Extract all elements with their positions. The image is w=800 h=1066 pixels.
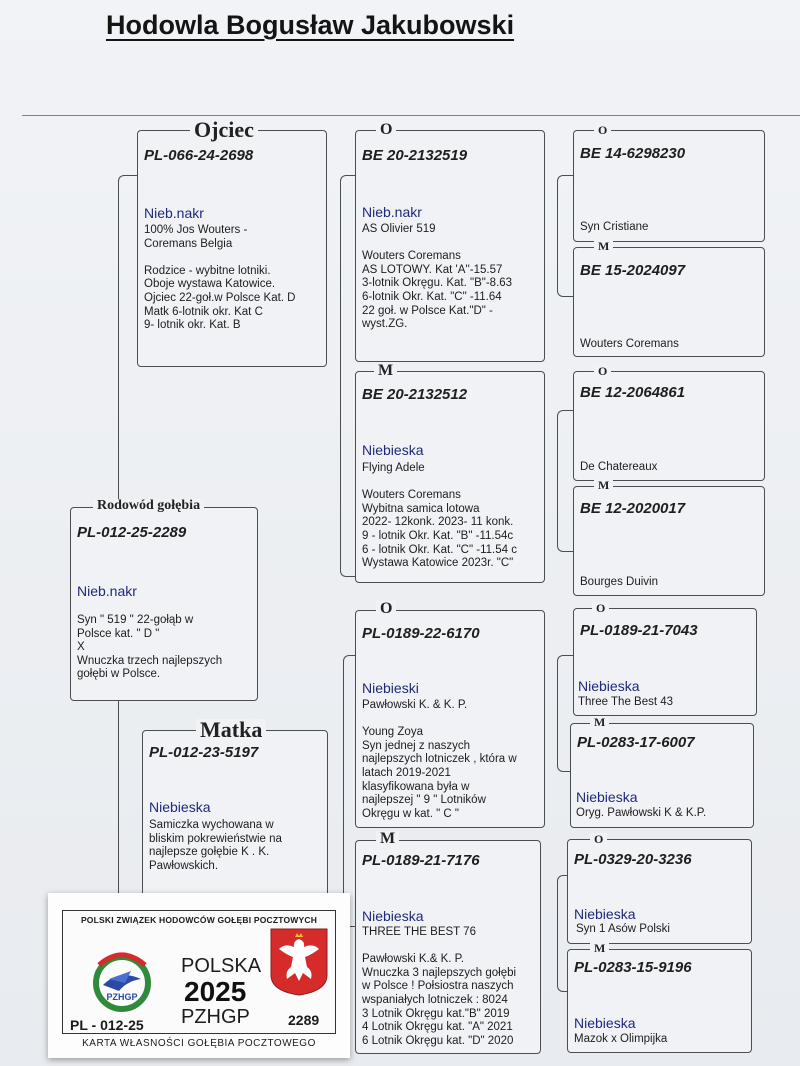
fmm-box <box>573 486 765 596</box>
mff-label: O <box>592 602 609 614</box>
ff-ring: BE 20-2132519 <box>362 147 468 164</box>
card-ring-number: 2289 <box>288 1012 320 1028</box>
subject-color: Nieb.nakr <box>77 583 137 599</box>
mff-notes: Three The Best 43 <box>578 696 674 708</box>
fmm-label: M <box>594 479 613 491</box>
header-divider <box>22 115 800 116</box>
mother-ring: PL-012-23-5197 <box>149 744 259 761</box>
card-ring-prefix: PL - 012-25 <box>70 1017 144 1033</box>
mmf-ring: PL-0329-20-3236 <box>574 851 692 868</box>
father-notes: 100% Jos Wouters - Coremans Belgia Rodzice - wybitne lotniki. Oboje wystawa Katowice. Ojciec 22-goł.w Polsce Kat. D Matk 6-lotnik okr. Kat C 9- lotnik okr. Kat. B <box>144 224 296 332</box>
fm-ring: BE 20-2132512 <box>362 386 468 403</box>
pzhgp-logo <box>79 935 165 1019</box>
pzhgp-logo-text: PZHGP <box>106 992 138 1002</box>
mmf-color: Niebieska <box>574 906 636 922</box>
mf-box <box>355 610 545 828</box>
subject-box <box>70 507 258 701</box>
mff-ring: PL-0189-21-7043 <box>580 622 698 639</box>
ffm-box <box>573 247 765 357</box>
mother-box <box>142 730 328 902</box>
father-color: Nieb.nakr <box>144 205 204 221</box>
card-footer: KARTA WŁASNOŚCI GOŁĘBIA POCZTOWEGO <box>82 1038 316 1049</box>
mm-color: Niebieska <box>362 908 424 924</box>
ownership-card <box>48 893 350 1058</box>
subject-ring: PL-012-25-2289 <box>77 524 187 541</box>
mfm-color: Niebieska <box>576 789 638 805</box>
mmm-label: M <box>590 942 609 954</box>
father-box <box>137 130 327 367</box>
mf-label: O <box>376 601 396 617</box>
subject-notes: Syn " 519 " 22-gołąb w Polsce kat. " D " X Wnuczka trzech najlepszych gołębi w Polsce. <box>77 614 223 681</box>
mother-color: Niebieska <box>149 799 211 815</box>
father-ring: PL-066-24-2698 <box>144 147 254 164</box>
mf-notes: Pawłowski K. & K. P. Young Zoya Syn jednej z naszych najlepszych lotniczek , która w latach 2019-2021 klasyfikowana była w najlepszej " 9 " Lotników Okręgu w kat. " C " <box>362 699 517 820</box>
fff-label: O <box>594 124 611 136</box>
card-abbreviation: PZHGP <box>181 1006 250 1028</box>
fm-color: Niebieska <box>362 442 424 458</box>
ffm-ring: BE 15-2024097 <box>580 262 686 279</box>
mm-notes: THREE THE BEST 76 Pawłowski K.& K. P. Wnuczka 3 najlepszych gołębi w Polsce ! Połsiostra naszych wspaniałych lotniczek : 8024 3 Lotnik Okręgu kat."B" 2019 4 Lotnik Okręgu kat. "A" 2021 6 Lotnik Okręgu kat. "D" 2020 <box>362 926 517 1047</box>
fmf-ring: BE 12-2064861 <box>580 384 686 401</box>
mf-color: Niebieski <box>362 680 419 696</box>
card-organization: POLSKI ZWIĄZEK HODOWCÓW GOŁĘBI POCZTOWYCH <box>80 915 318 925</box>
mfm-notes: Oryg. Pawłowski K & K.P. <box>576 807 707 819</box>
fmm-ring: BE 12-2020017 <box>580 500 686 517</box>
mmf-notes: Syn 1 Asów Polski <box>576 923 670 935</box>
ff-label: O <box>376 122 396 138</box>
polish-eagle-emblem <box>269 927 329 997</box>
mfm-ring: PL-0283-17-6007 <box>577 734 695 751</box>
card-country: POLSKA <box>181 955 262 977</box>
fmm-notes: Bourges Duivin <box>580 576 658 588</box>
connector-main-lower <box>118 700 141 901</box>
fmf-notes: De Chatereaux <box>580 461 658 473</box>
ffm-label: M <box>594 240 613 252</box>
mmm-box <box>567 949 752 1053</box>
fm-box <box>355 371 545 583</box>
mm-label: M <box>376 831 399 847</box>
mother-label: Matka <box>196 719 266 741</box>
mff-box <box>573 608 757 716</box>
fm-label: M <box>374 363 397 379</box>
fff-notes: Syn Cristiane <box>580 221 649 233</box>
ff-notes: AS Olivier 519 Wouters Coremans AS LOTOWY. Kat 'A''-15.57 3-lotnik Okręgu. Kat. "B"-8.63 6-lotnik Okr. Kat. "C" -11.64 22 goł. w Polsce Kat."D" - wyst.ZG. <box>362 223 513 331</box>
fff-ring: BE 14-6298230 <box>580 145 686 162</box>
mm-box <box>355 840 541 1054</box>
mother-notes: Samiczka wychowana w bliskim pokrewieństwie na najlepsze gołębie K . K. Pawłowskich. <box>149 819 282 872</box>
mmm-ring: PL-0283-15-9196 <box>574 959 692 976</box>
mff-color: Niebieska <box>578 678 640 694</box>
mfm-label: M <box>590 716 609 728</box>
mmf-label: O <box>590 833 607 845</box>
fff-box <box>573 130 765 242</box>
page-title: Hodowla Bogusław Jakubowski <box>106 10 515 40</box>
ff-color: Nieb.nakr <box>362 204 422 220</box>
subject-label: Rodowód gołębia <box>93 499 204 513</box>
mf-ring: PL-0189-22-6170 <box>362 625 480 642</box>
ff-box <box>355 130 545 362</box>
mmm-color: Niebieska <box>574 1015 636 1031</box>
fm-notes: Flying Adele Wouters Coremans Wybitna samica lotowa 2022- 12konk. 2023- 11 konk. 9 - lotnik Okr. Kat. "B" -11.54c 6 - lotnik Okr. Kat. "C" -11.54 c Wystawa Katowice 2023r. "C" <box>362 462 517 570</box>
fmf-box <box>573 371 765 481</box>
fmf-label: O <box>594 365 611 377</box>
mm-ring: PL-0189-21-7176 <box>362 852 480 869</box>
mfm-box <box>570 723 754 828</box>
mmf-box <box>567 839 752 944</box>
mmm-notes: Mazok x Olimpijka <box>574 1033 668 1045</box>
father-label: Ojciec <box>190 119 258 141</box>
card-year: 2025 <box>184 976 247 1007</box>
ffm-notes: Wouters Coremans <box>580 338 679 350</box>
